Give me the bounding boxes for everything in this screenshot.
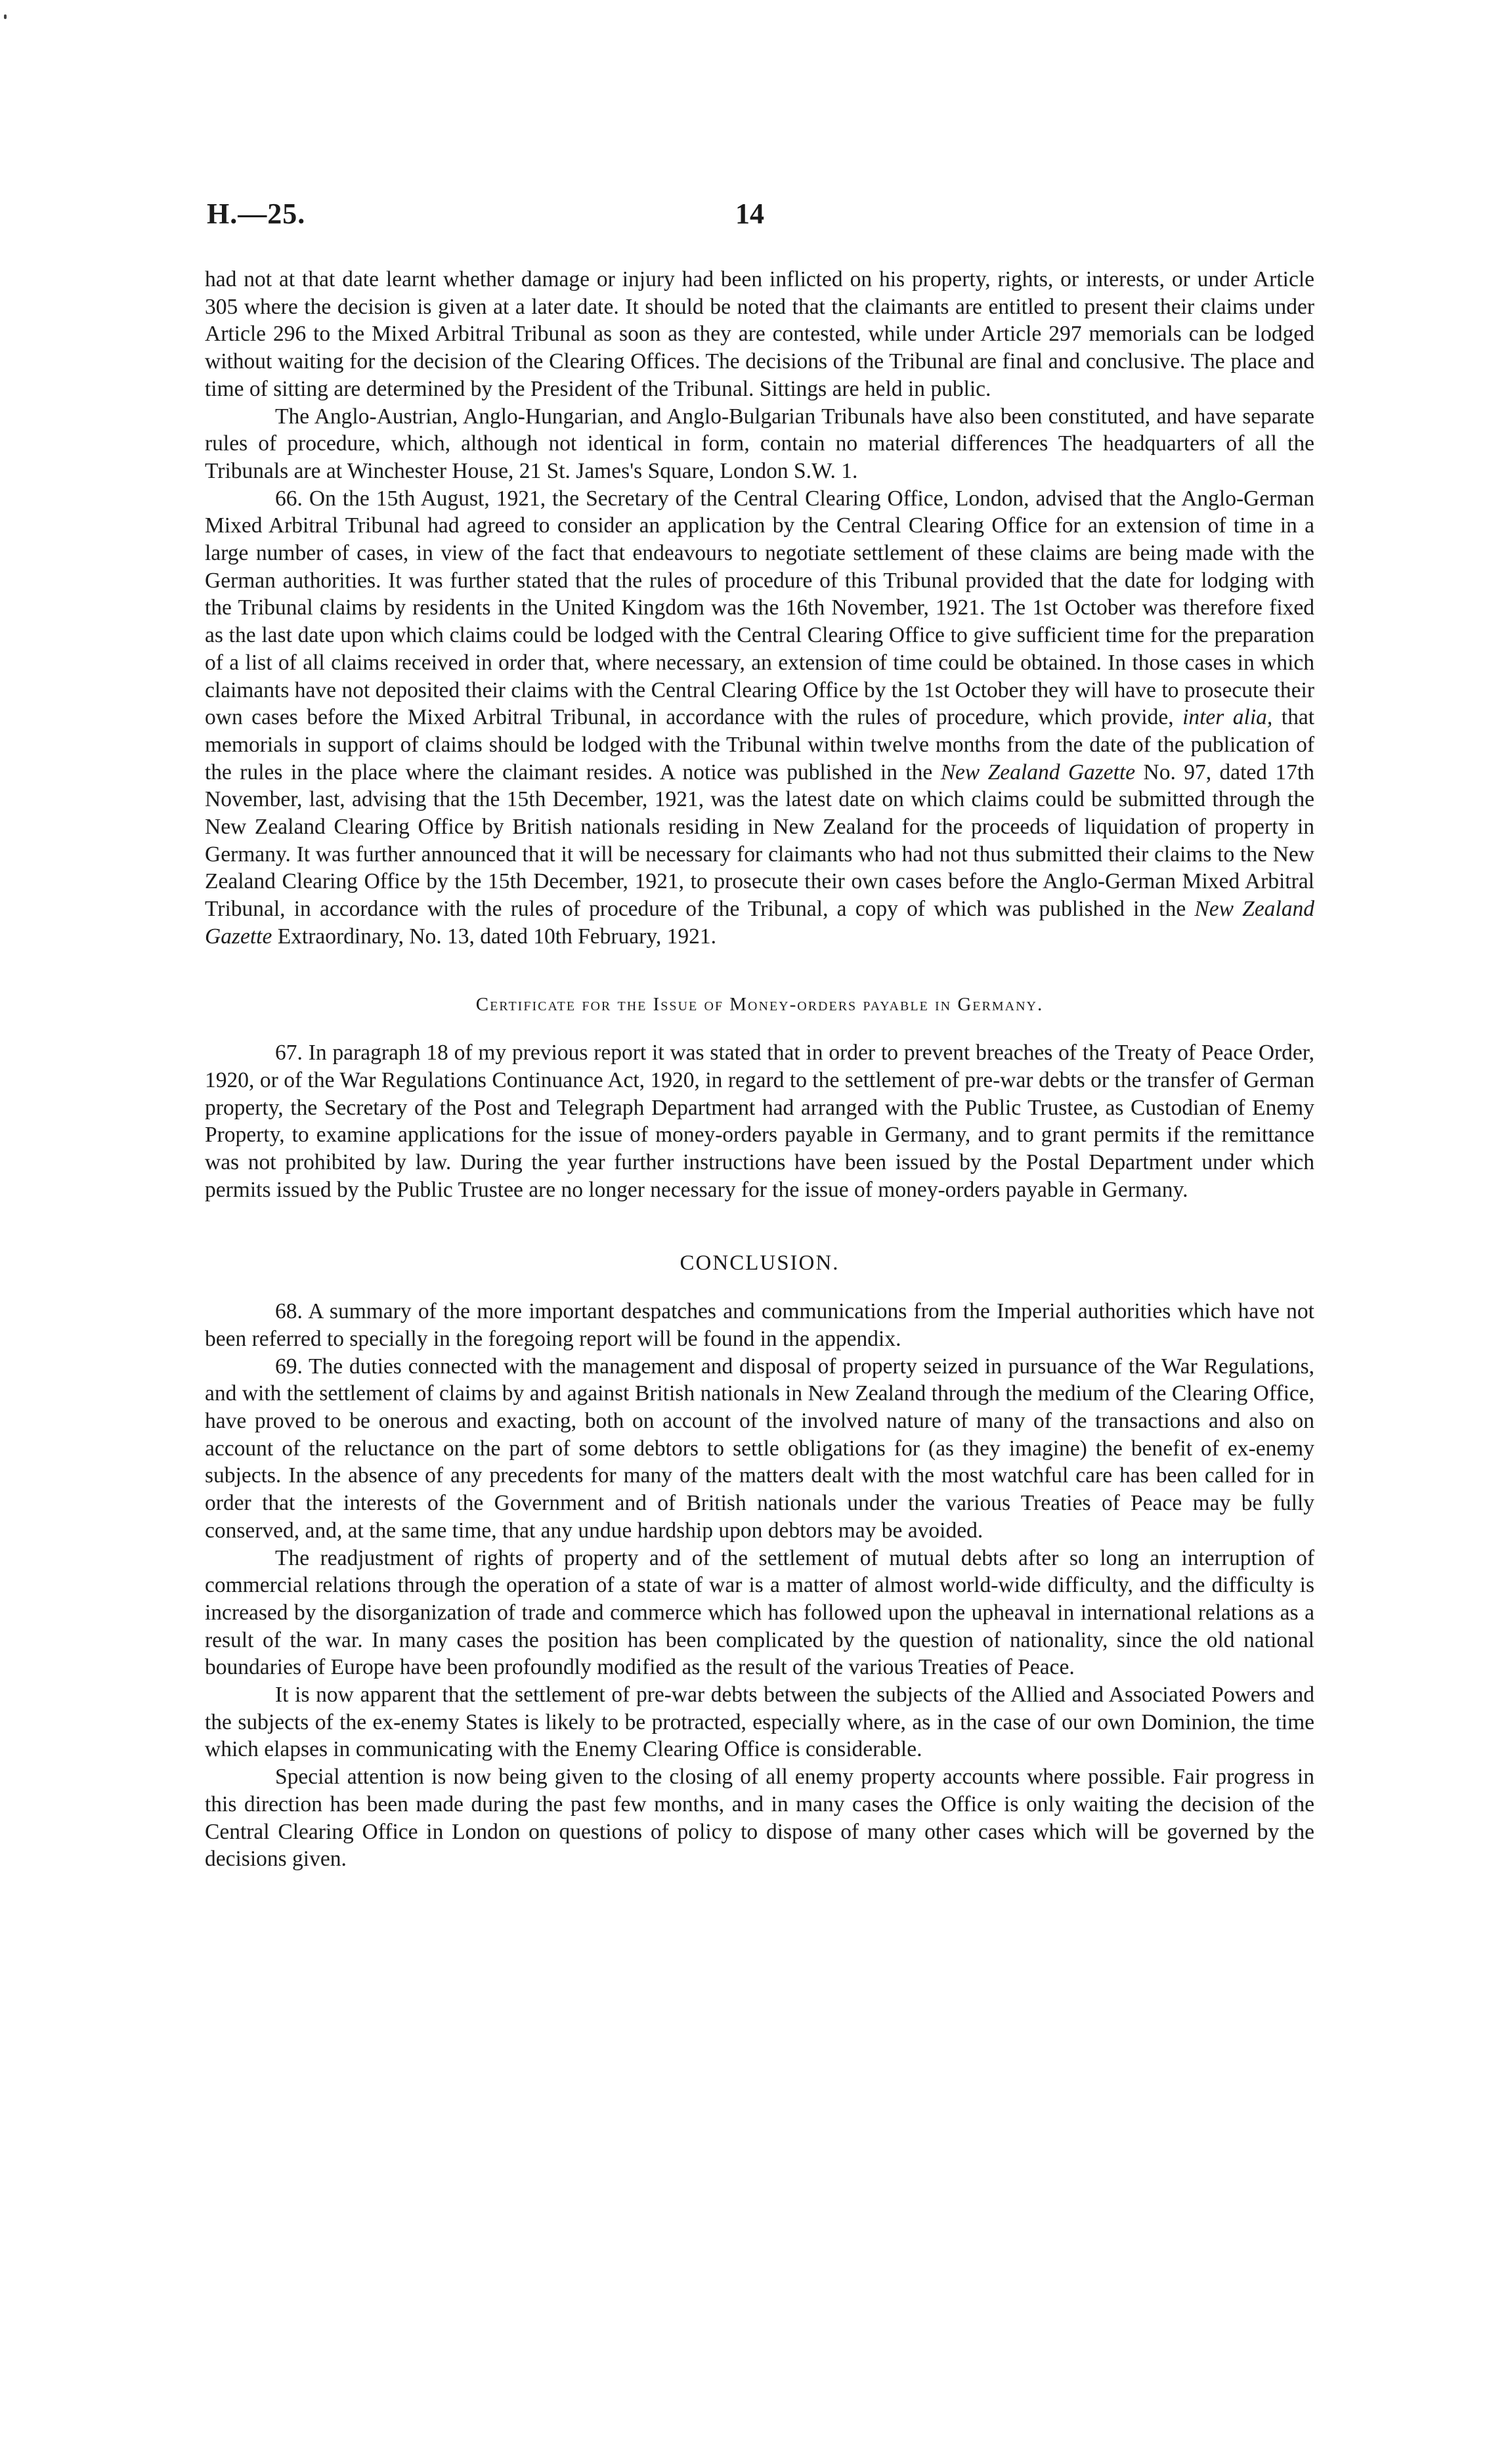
paragraph-special-attention: Special attention is now being given to the closing of all enemy property accounts where possible. Fair progress in this direction has been made during the past few months, and in many cases the Office is only waiting the decision of the Central Clearing Office in London on questions of policy to dispose of many other cases which will be governed by the decisions given. [205, 1765, 1314, 1872]
paragraph-69: 69. The duties connected with the management and disposal of property seized in pursuance of the War Regulations, and with the settlement of claims by and against British nationals in New Zealand through the medium of the Clearing Office, have proved to be onerous and exacting, both on account of the involved nature of many of the transactions and also on account of the reluctance on the part of some debtors to settle obligations for (as they imagine) the benefit of ex-enemy subjects. In the absence of any precedents for many of the matters dealt with the most watchful care has been called for in order that the interests of the Government and of British nationals under the various Treaties of Peace may be fully conserved, and, at the same time, that any undue hardship upon debtors may be avoided. [205, 1354, 1314, 1543]
paragraph-tribunals: The Anglo-Austrian, Anglo-Hungarian, and Anglo-Bulgarian Tribunals have also been constituted, and have separate rules of procedure, which, although not identical in form, contain no material differences The headquarters of all the Tribunals are at Winchester House, 21 St. James's Square, London S.W. 1. [205, 404, 1314, 483]
page-number: 14 [735, 198, 764, 230]
section-heading-conclusion: CONCLUSION. [680, 1251, 840, 1275]
paragraph-apparent: It is now apparent that the settlement of pre-war debts between the subjects of the Allied and Associated Powers and the subjects of the ex-enemy States is likely to be protracted, especially where, as in the case of our own Dominion, the time which elapses in communicating with the Enemy Clearing Office is considerable. [205, 1683, 1314, 1762]
paragraph-66-text-1: 66. On the 15th August, 1921, the Secretary of the Central Clearing Office, London, advised that the Anglo-German Mixed Arbitral Tribunal had agreed to consider an application by the Central Clearing Office for an extension of time in a large number of cases, in view of the fact that endeavours to negotiate settlement of these claims are being made with the German authorities. It was further stated that the rules of procedure of this Tribunal provided that the date for lodging with the Tribunal claims by residents in the United Kingdom was the 16th November, 1921. The 1st October was therefore fixed as the last date upon which claims could be lodged with the Central Clearing Office to give sufficient time for the preparation of a list of all claims received in order that, where necessary, an extension of time could be obtained. In those cases in which claimants have not deposited their claims with the Central Clearing Office by the 1st October they will have to prosecute their own cases before the Mixed Arbitral Tribunal, in accordance with the rules of procedure, which provide, [205, 486, 1314, 730]
scan-mark [4, 14, 7, 19]
series-code: H.—25. [207, 198, 306, 230]
paragraph-66-text-2: that memorials in support of claims should be lodged with the Tribunal within twelve months from the date of the publication of the rules in the place where the claimant resides. A notice was published in the [205, 705, 1315, 784]
paragraph-readjustment: The readjustment of rights of property and of the settlement of mutual debts after so long an interruption of commercial relations through the operation of a state of war is a matter of almost world-wide difficulty, and the difficulty is increased by the disorganization of trade and commerce which has followed upon the upheaval in international relations as a result of the war. In many cases the position has been complicated by the question of nationality, since the old national boundaries of Europe have been profoundly modified as the result of the various Treaties of Peace. [205, 1545, 1314, 1680]
paragraph-67: 67. In paragraph 18 of my previous report it was stated that in order to prevent breaches of the Treaty of Peace Order, 1920, or of the War Regulations Continuance Act, 1920, in regard to the settlement of pre-war debts or the transfer of German property, the Secretary of the Post and Telegraph Department had arranged with the Public Trustee, as Custodian of Enemy Property, to examine applications for the issue of money-orders payable in Germany, and to grant permits if the remittance was not prohibited by law. During the year further instructions have been issued by the Postal Department under which permits issued by the Public Trustee are no longer necessary for the issue of money-orders payable in Germany. [205, 1041, 1314, 1202]
paragraph-66-italic-inter-alia: inter alia, [1182, 705, 1273, 730]
paragraph-66 [205, 485, 1314, 951]
paragraph-66-text-3: No. 97, dated 17th November, last, advising that the 15th December, 1921, was the latest date on which claims could be submitted through the New Zealand Clearing Office by British nationals residing in New Zealand for the proceeds of liquidation of property in Germany. It was further announced that it will be necessary for claimants who had not thus submitted their claims to the New Zealand Clearing Office by the 15th December, 1921, to prosecute their own cases before the Anglo-German Mixed Arbitral Tribunal, in accordance with the rules of procedure of the Tribunal, a copy of which was published in the [205, 760, 1314, 922]
document-body [205, 266, 1314, 1873]
paragraph-68: 68. A summary of the more important despatches and communications from the Imperial authorities which have not been referred to specially in the foregoing report will be found in the appendix. [205, 1299, 1314, 1351]
paragraph-66-italic-gazette-1: New Zealand Gazette [940, 760, 1136, 784]
paragraph-66-italic-gazette-2: New Zealand Gazette [205, 897, 1314, 949]
paragraph-continuation: had not at that date learnt whether damage or injury had been inflicted on his property, rights, or interests, or under Article 305 where the decision is given at a later date. It should be noted that the claimants are entitled to present their claims under Article 296 to the Mixed Arbitral Tribunal as soon as they are contested, while under Article 297 memorials can be lodged without waiting for the decision of the Clearing Offices. The decisions of the Tribunal are final and conclusive. The place and time of sitting are determined by the President of the Tribunal. Sittings are held in public. [205, 267, 1314, 401]
paragraph-66-text-4: Extraordinary, No. 13, dated 10th February, 1921. [272, 924, 717, 949]
section-heading-certificate: Certificate for the Issue of Money-orders payable in Germany. [475, 993, 1044, 1015]
page-header [207, 197, 1307, 236]
